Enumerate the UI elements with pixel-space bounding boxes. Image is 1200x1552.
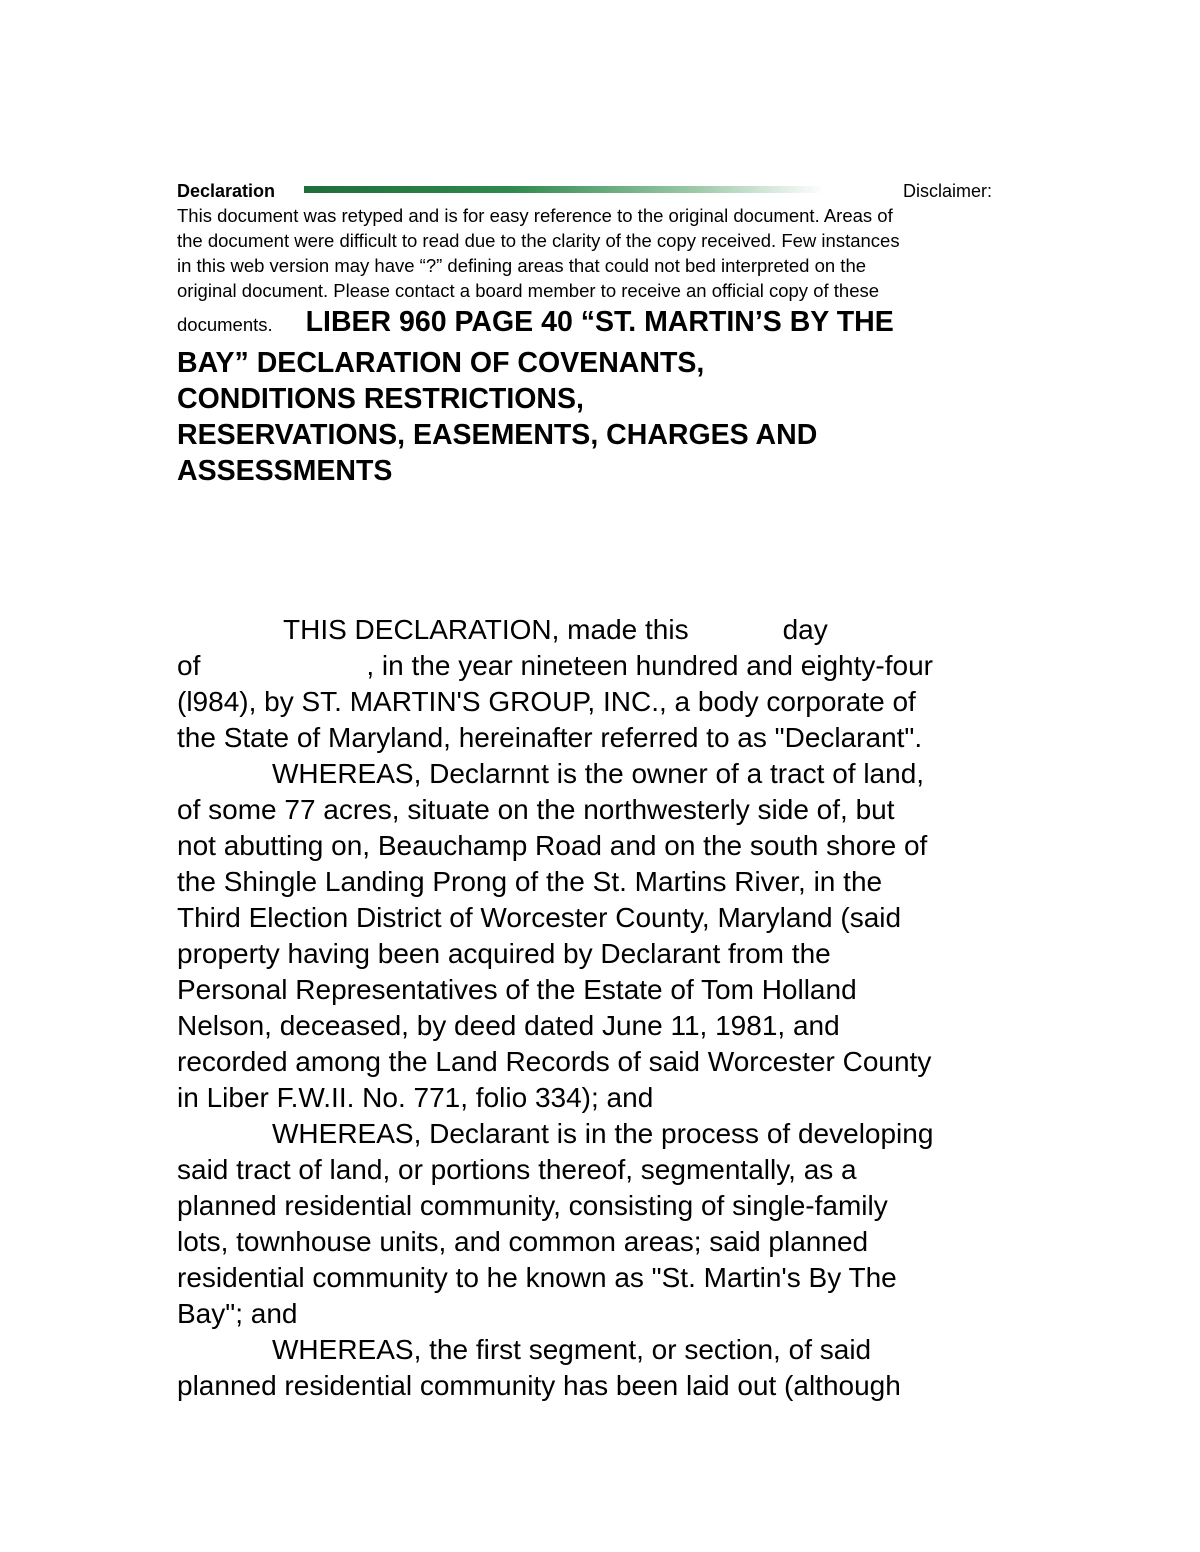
whereas-line: planned residential community, consisting of single-family [177, 1190, 888, 1221]
notice-line: This document was retyped and is for easy reference to the original document. Areas of [177, 205, 893, 226]
opening-part: THIS DECLARATION, made this [283, 614, 689, 645]
whereas-line: not abutting on, Beauchamp Road and on the south shore of [177, 830, 928, 861]
opening-line: the State of Maryland, hereinafter referred to as "Declarant". [177, 722, 923, 753]
title-first-line [177, 304, 1037, 345]
title-line: ASSESSMENTS [177, 455, 393, 487]
disclaimer-notice [177, 203, 1027, 303]
notice-line: in this web version may have “?” defining areas that could not bed interpreted on the [177, 255, 867, 276]
document-header [177, 180, 1017, 202]
opening-part: day [782, 614, 828, 645]
whereas-line: recorded among the Land Records of said Worcester County [177, 1046, 932, 1077]
notice-line: original document. Please contact a board member to receive an official copy of these [177, 280, 880, 301]
whereas-line: said tract of land, or portions thereof, segmentally, as a [177, 1154, 857, 1185]
whereas-line: WHEREAS, Declarant is in the process of developing [272, 1118, 934, 1149]
opening-line [177, 648, 1037, 684]
whereas-line: residential community to he known as "St. Martin's By The [177, 1262, 897, 1293]
notice-tail: documents. [177, 314, 273, 335]
document-title [177, 304, 1037, 489]
whereas-line: Personal Representatives of the Estate of Tom Holland [177, 974, 857, 1005]
header-label: Declaration [177, 181, 276, 201]
whereas-line: WHEREAS, Declarnnt is the owner of a tract of land, [272, 758, 925, 789]
whereas-line: in Liber F.W.II. No. 771, folio 334); and [177, 1082, 654, 1113]
whereas-line: the Shingle Landing Prong of the St. Martins River, in the [177, 866, 883, 897]
notice-line: the document were difficult to read due to the clarity of the copy received. Few instances [177, 230, 900, 251]
title-line: LIBER 960 PAGE 40 “ST. MARTIN’S BY THE [305, 306, 894, 338]
whereas-line: property having been acquired by Declarant from the [177, 938, 831, 969]
whereas-line: Bay"; and [177, 1298, 298, 1329]
opening-part: , in the year nineteen hundred and eighty-four [366, 650, 933, 681]
title-line: BAY” DECLARATION OF COVENANTS, [177, 347, 705, 379]
opening-part: of [177, 650, 201, 681]
whereas-line: of some 77 acres, situate on the northwesterly side of, but [177, 794, 895, 825]
header-gradient-rule [304, 186, 824, 193]
opening-line [177, 612, 1037, 648]
declaration-body [177, 612, 1037, 1404]
whereas-line: Nelson, deceased, by deed dated June 11, 1981, and [177, 1010, 840, 1041]
disclaimer-label: Disclaimer: [903, 181, 993, 201]
whereas-line: planned residential community has been laid out (although [177, 1370, 901, 1401]
whereas-line: lots, townhouse units, and common areas; said planned [177, 1226, 869, 1257]
title-line: CONDITIONS RESTRICTIONS, [177, 383, 584, 415]
whereas-line: Third Election District of Worcester County, Maryland (said [177, 902, 902, 933]
whereas-line: WHEREAS, the first segment, or section, of said [272, 1334, 872, 1365]
title-line: RESERVATIONS, EASEMENTS, CHARGES AND [177, 419, 818, 451]
opening-line: (l984), by ST. MARTIN'S GROUP, INC., a body corporate of [177, 686, 916, 717]
